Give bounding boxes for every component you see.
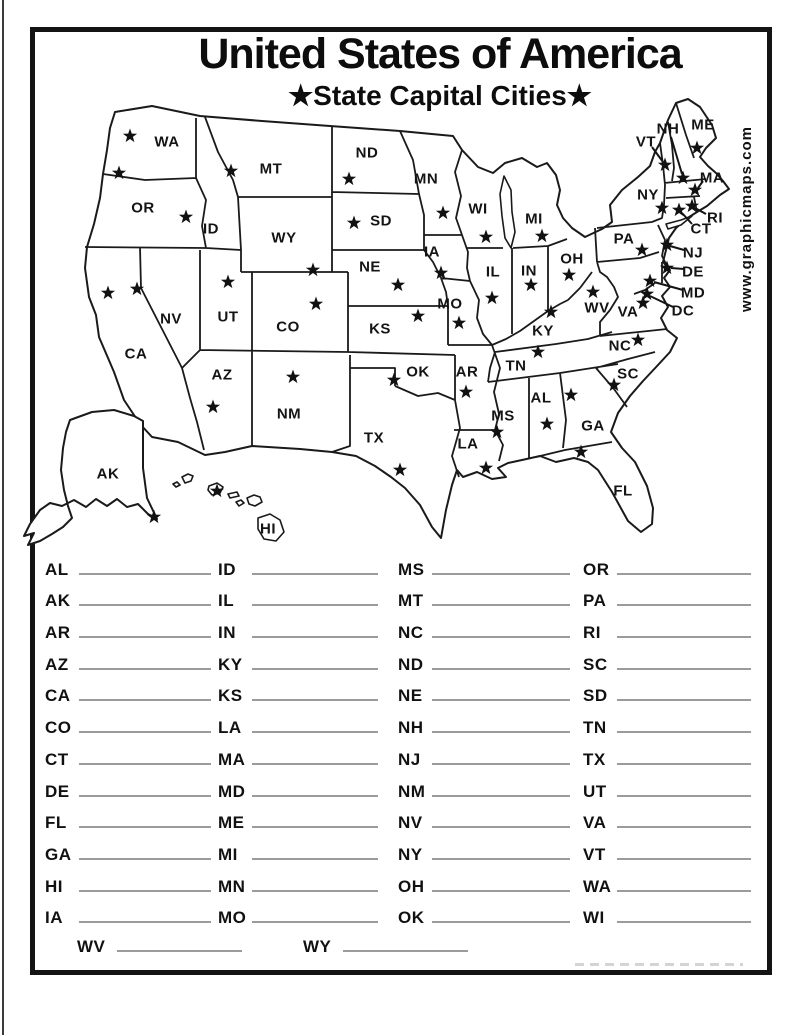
state-list-item-ri [583,616,751,648]
answer-blank-line [617,858,751,860]
state-label-sd: SD [370,212,392,230]
state-list-item-ct [45,743,211,775]
state-list-item-la [218,711,378,743]
state-abbr-label: OH [398,876,425,896]
answer-blank-line [79,573,211,575]
state-abbr-label: HI [45,876,63,896]
state-list-item-co [45,711,211,743]
state-label-ak: AK [96,465,120,483]
state-label-ca: CA [124,345,148,363]
state-list-item-nv [398,807,570,839]
answer-blank-line [252,763,378,765]
state-list-item-ca [45,680,211,712]
state-list-item-hi [45,870,211,902]
answer-blank-line [252,858,378,860]
state-list-item-wy [303,936,468,962]
state-label-hi: HI [260,520,276,538]
state-list-item-mo [218,902,378,934]
state-label-mi: MI [525,210,543,228]
state-list-item-sd [583,680,751,712]
state-abbr-label: MO [218,908,247,928]
answer-blank-line [432,826,570,828]
state-label-wi: WI [468,200,488,218]
answer-blank-line [432,795,570,797]
answer-blank-line [617,795,751,797]
state-list-item-nd [398,648,570,680]
state-abbr-label: AK [45,591,71,611]
state-abbr-label: SD [583,686,608,706]
state-label-ne: NE [359,258,381,276]
state-list-item-nc [398,616,570,648]
state-list-item-sc [583,648,751,680]
state-abbr-label: KY [218,654,243,674]
state-label-de: DE [682,263,704,281]
worksheet-column-4 [583,553,751,933]
state-list-item-tn [583,711,751,743]
alaska-outline [24,410,157,545]
state-label-ct: CT [690,220,712,238]
state-label-al: AL [530,389,552,407]
state-abbr-label: OK [398,908,425,928]
state-label-az: AZ [211,366,233,384]
state-abbr-label: AZ [45,654,69,674]
state-label-nd: ND [355,144,379,162]
worksheet-column-3 [398,553,570,933]
state-abbr-label: NE [398,686,423,706]
state-list-item-wa [583,870,751,902]
state-list-item-me [218,807,378,839]
state-abbr-label: IN [218,623,236,643]
answer-blank-line [432,890,570,892]
state-list-item-oh [398,870,570,902]
state-list-item-tx [583,743,751,775]
state-abbr-label: MN [218,876,246,896]
answer-blank-line [617,890,751,892]
state-list-item-vt [583,838,751,870]
state-label-sc: SC [617,365,639,383]
answer-blank-line [79,731,211,733]
state-list-item-ok [398,902,570,934]
state-list-item-fl [45,807,211,839]
answer-blank-line [432,763,570,765]
website-vertical-text: www.graphicmaps.com [738,126,755,312]
answer-blank-line [343,950,468,952]
state-label-ga: GA [581,417,605,435]
state-abbr-label: IL [218,591,235,611]
answer-blank-line [252,636,378,638]
state-list-item-ny [398,838,570,870]
state-list-item-ga [45,838,211,870]
state-list-item-pa [583,585,751,617]
answer-blank-line [79,890,211,892]
state-abbr-label: WY [303,937,332,956]
state-list-item-id [218,553,378,585]
answer-blank-line [79,921,211,923]
state-abbr-label: AL [45,559,69,579]
state-label-nh: NH [656,120,680,138]
answer-blank-line [617,826,751,828]
answer-blank-line [79,795,211,797]
state-label-ky: KY [532,322,554,340]
state-abbr-label: ID [218,559,236,579]
state-abbr-label: MD [218,781,246,801]
state-list-item-ma [218,743,378,775]
answer-blank-line [252,573,378,575]
state-abbr-label: NC [398,623,424,643]
state-label-ia: IA [424,243,440,261]
state-abbr-label: MT [398,591,424,611]
state-abbr-label: WA [583,876,612,896]
answer-blank-line [617,731,751,733]
state-abbr-label: TX [583,749,606,769]
state-label-wv: WV [584,299,610,317]
state-abbr-label: IA [45,908,63,928]
answer-blank-line [617,763,751,765]
state-label-mo: MO [437,295,463,313]
state-list-item-ne [398,680,570,712]
state-abbr-label: NV [398,813,423,833]
answer-blank-line [79,826,211,828]
state-abbr-label: MI [218,844,238,864]
answer-blank-line [79,604,211,606]
state-abbr-label: NH [398,718,424,738]
state-label-ms: MS [491,407,515,425]
state-list-item-wi [583,902,751,934]
state-list-item-ms [398,553,570,585]
answer-blank-line [252,668,378,670]
state-label-ut: UT [217,308,239,326]
state-list-item-nh [398,711,570,743]
state-abbr-label: ND [398,654,424,674]
state-list-item-nm [398,775,570,807]
state-abbr-label: PA [583,591,607,611]
state-abbr-label: SC [583,654,608,674]
state-label-dc: DC [671,302,695,320]
state-list-item-in [218,616,378,648]
answer-blank-line [617,699,751,701]
state-list-item-il [218,585,378,617]
state-label-md: MD [680,284,706,302]
state-list-item-de [45,775,211,807]
state-list-item-ky [218,648,378,680]
page-subtitle: ★State Capital Cities★ [288,80,592,112]
state-label-ny: NY [637,186,659,204]
state-abbr-label: UT [583,781,607,801]
state-label-la: LA [457,435,479,453]
state-list-item-ut [583,775,751,807]
answer-blank-line [617,668,751,670]
illegible-footer-text [575,963,743,966]
state-abbr-label: OR [583,559,610,579]
state-list-item-mt [398,585,570,617]
state-label-ks: KS [369,320,391,338]
state-list-item-ar [45,616,211,648]
state-list-item-ia [45,902,211,934]
state-label-tx: TX [363,429,385,447]
state-list-item-or [583,553,751,585]
state-label-ok: OK [406,363,430,381]
state-label-fl: FL [613,482,633,500]
worksheet-column-1 [45,553,211,933]
state-abbr-label: ME [218,813,245,833]
state-abbr-label: VT [583,844,606,864]
answer-blank-line [617,573,751,575]
state-abbr-label: NJ [398,749,421,769]
answer-blank-line [432,858,570,860]
leader-line-nj [670,246,684,250]
state-abbr-label: MS [398,559,425,579]
answer-blank-line [432,731,570,733]
state-abbr-label: RI [583,623,601,643]
answer-blank-line [79,636,211,638]
answer-blank-line [252,795,378,797]
state-abbr-label: FL [45,813,67,833]
answer-blank-line [252,890,378,892]
answer-blank-line [432,921,570,923]
state-label-id: ID [203,220,219,238]
state-label-or: OR [131,199,155,217]
answer-blank-line [432,573,570,575]
state-abbr-label: CA [45,686,71,706]
state-abbr-label: NM [398,781,426,801]
state-list-item-ks [218,680,378,712]
answer-blank-line [252,604,378,606]
state-label-ma: MA [699,169,725,187]
state-abbr-label: WV [77,937,106,956]
state-label-vt: VT [635,133,657,151]
state-list-item-ak [45,585,211,617]
answer-blank-line [252,699,378,701]
state-label-ri: RI [707,209,723,227]
state-abbr-label: CT [45,749,69,769]
answer-blank-line [432,604,570,606]
state-abbr-label: CO [45,718,72,738]
state-list-item-az [45,648,211,680]
state-label-mt: MT [259,160,283,178]
page-title: United States of America [198,30,682,78]
answer-blank-line [79,699,211,701]
state-label-in: IN [521,262,537,280]
state-label-il: IL [485,263,501,281]
state-list-item-va [583,807,751,839]
answer-blank-line [617,636,751,638]
answer-blank-line [79,763,211,765]
state-list-item-nj [398,743,570,775]
state-list-item-mi [218,838,378,870]
state-label-mn: MN [413,170,439,188]
state-abbr-label: MA [218,749,246,769]
state-abbr-label: DE [45,781,70,801]
state-label-wa: WA [154,133,180,151]
state-list-item-wv [77,936,242,962]
state-abbr-label: GA [45,844,72,864]
state-list-item-md [218,775,378,807]
answer-blank-line [432,636,570,638]
state-abbr-label: NY [398,844,423,864]
answer-blank-line [117,950,242,952]
answer-blank-line [252,826,378,828]
answer-blank-line [432,668,570,670]
state-label-nc: NC [608,337,632,355]
state-label-me: ME [691,116,715,134]
answer-blank-line [79,668,211,670]
capitals-fill-in-list [0,553,800,956]
state-label-nj: NJ [682,244,704,262]
state-label-nm: NM [276,405,302,423]
answer-blank-line [617,921,751,923]
state-label-co: CO [276,318,300,336]
state-label-ar: AR [455,363,479,381]
state-list-item-mn [218,870,378,902]
state-abbr-label: LA [218,718,242,738]
state-abbr-label: VA [583,813,607,833]
answer-blank-line [79,858,211,860]
state-abbr-label: WI [583,908,605,928]
worksheet-column-2 [218,553,378,933]
state-label-va: VA [617,303,639,321]
answer-blank-line [617,604,751,606]
answer-blank-line [432,699,570,701]
state-abbr-label: KS [218,686,243,706]
answer-blank-line [252,921,378,923]
answer-blank-line [252,731,378,733]
state-label-nv: NV [160,310,182,328]
state-abbr-label: AR [45,623,71,643]
state-label-oh: OH [560,250,584,268]
state-label-wy: WY [271,229,297,247]
state-label-tn: TN [505,357,527,375]
state-label-pa: PA [613,230,635,248]
state-abbr-label: TN [583,718,607,738]
state-list-item-al [45,553,211,585]
